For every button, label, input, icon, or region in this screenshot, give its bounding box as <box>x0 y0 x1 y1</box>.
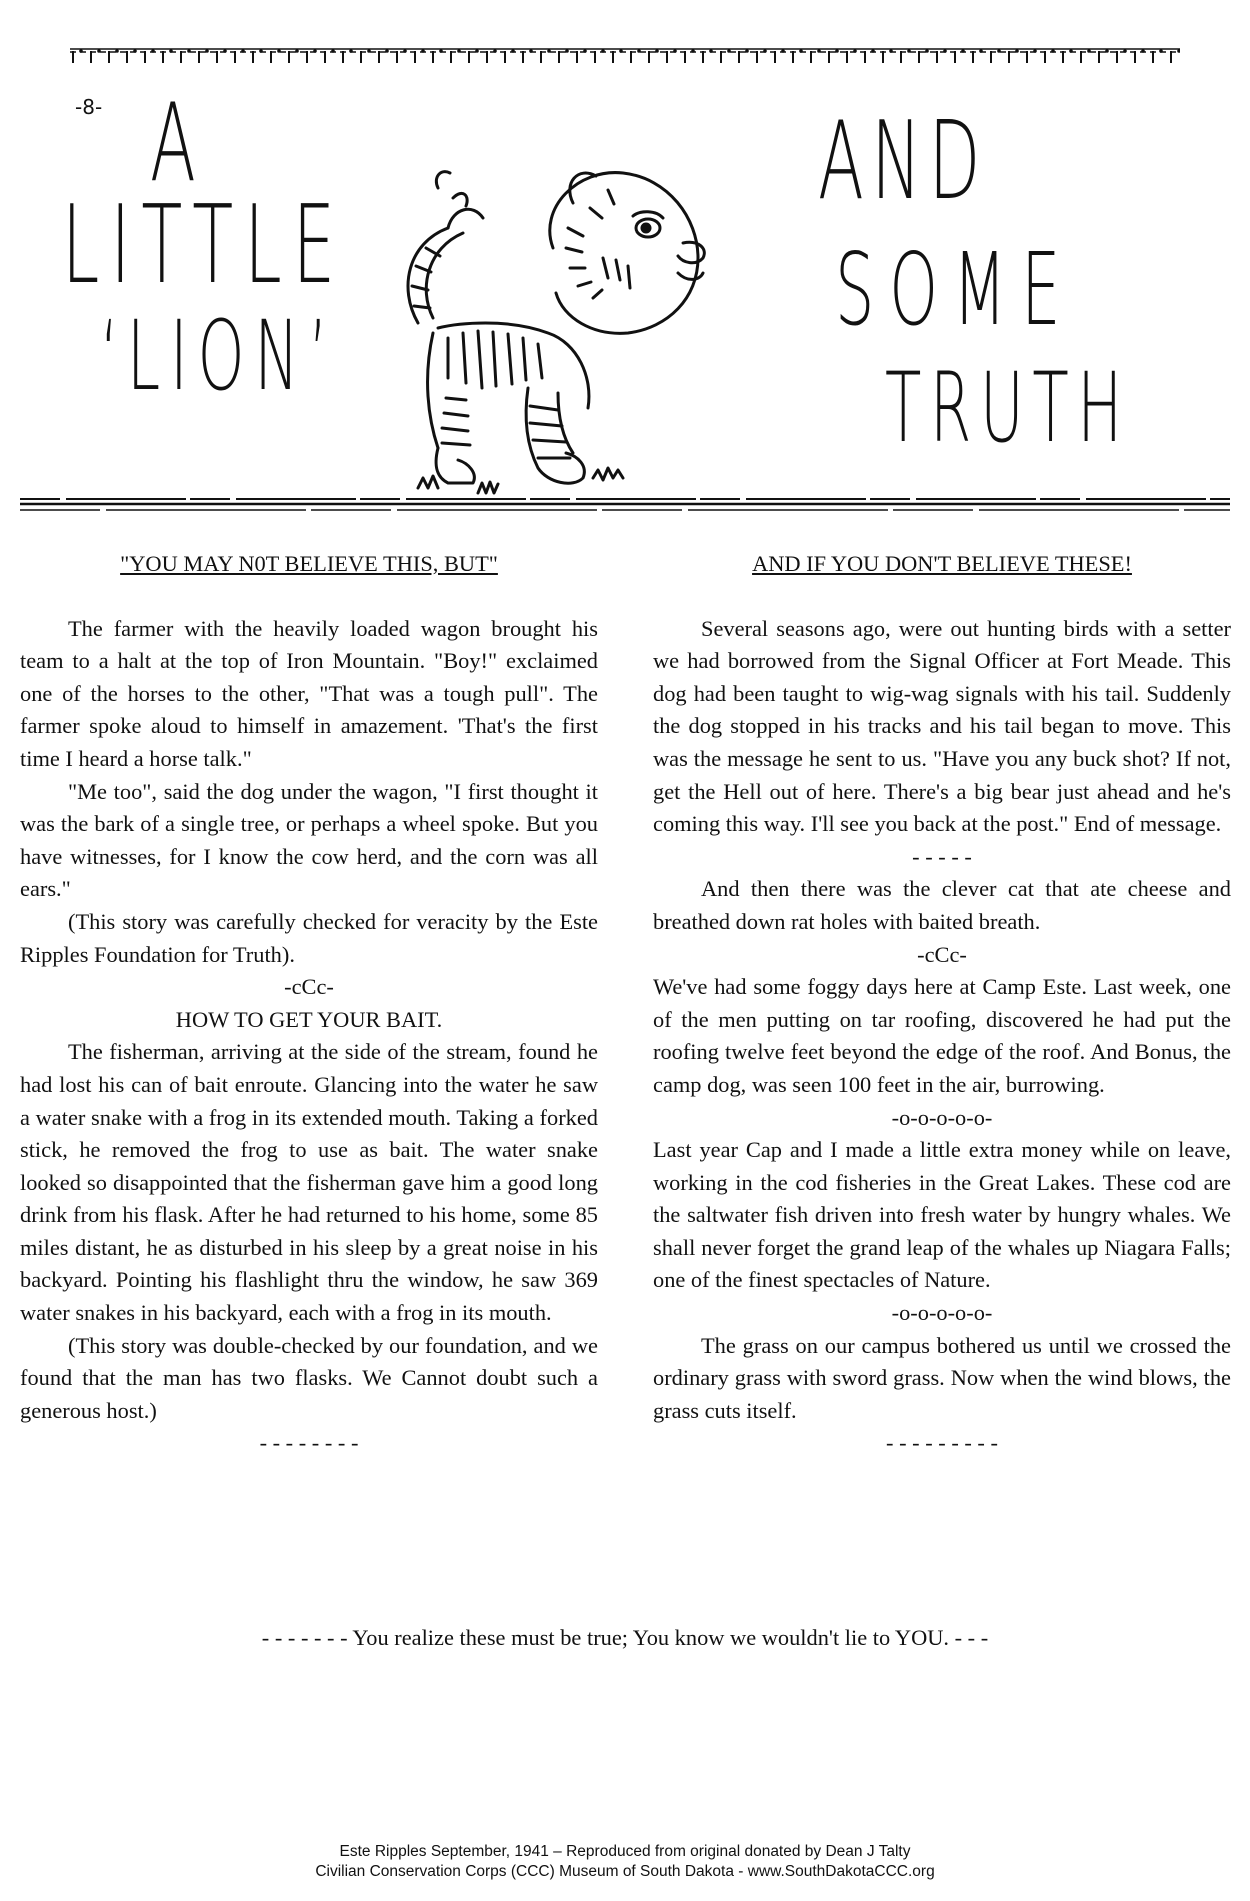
footer-museum: Civilian Conservation Corps (CCC) Museum of South Dakota - www.SouthDakotaCCC.org <box>315 1863 935 1880</box>
double-checked-note: (This story was double-checked by our foundation, and we found that the man has two flasks. We Cannot doubt such a generous host.) <box>20 1332 598 1423</box>
title-word-lion: ‘LION’ <box>100 300 338 412</box>
subheading-bait: HOW TO GET YOUR BAIT. <box>175 1006 443 1032</box>
separator: - - - - - - - - <box>259 1430 359 1456</box>
separator: - - - - - <box>912 843 972 869</box>
lion-cub-illustration <box>378 148 748 498</box>
title-word-little: LITTLE <box>62 183 347 308</box>
footer-credit: Este Ripples September, 1941 – Reproduced from original donated by Dean J Talty <box>339 1843 911 1860</box>
story-talking-horse: The farmer with the heavily loaded wagon brought his team to a halt at the top of Iron Mountain. "Boy!" exclaimed one of the horses to the other, "That was a tough pull". The farmer spoke aloud to himself in amazement. 'That's the first time I heard a horse talk." <box>20 615 598 771</box>
story-signal-dog: Several seasons ago, were out hunting birds with a setter we had borrowed from the Signal Officer at Fort Meade. This dog had been taught to wig-wag signals with his tail. Suddenly the dog stopped in his tracks and his tail began to move. This was the message he sent to us. "Have you any buck shot? If not, get the Hell out of here. There's a big bear just ahead and he's coming this way. I'll see you back at the post." End of message. <box>653 615 1231 837</box>
title-word-a: A <box>150 81 200 206</box>
separator: -cCc- <box>917 941 967 967</box>
header-rule <box>20 496 1230 522</box>
left-column-heading: "YOU MAY N0T BELIEVE THIS, BUT" <box>120 551 498 576</box>
separator: -o-o-o-o-o- <box>891 1300 993 1326</box>
story-dog-reply: "Me too", said the dog under the wagon, "I first thought it was the bark of a single tree, or perhaps a wheel spoke. But you have witnesses, for I know the cow herd, and the corn was all ears." <box>20 778 598 902</box>
left-column <box>20 548 598 1460</box>
right-column-heading: AND IF YOU DON'T BELIEVE THESE! <box>752 551 1132 576</box>
story-cod-fisheries: Last year Cap and I made a little extra money while on leave, working in the cod fisheries in the Great Lakes. These cod are the saltwater fish driven into fresh water by hungry whales. We shall never forget the grand leap of the whales up Niagara Falls; one of the finest spectacles of Nature. <box>653 1137 1231 1293</box>
separator: -o-o-o-o-o- <box>891 1104 993 1130</box>
footer <box>0 1842 1250 1882</box>
story-fisherman: The fisherman, arriving at the side of the stream, found he had lost his can of bait enroute. Glancing into the water he saw a water snake with a frog in its extended mouth. Taking a forked stick, he removed the frog to use as bait. The water snake looked so disappointed that the fisherman gave him a good long drink from his flask. After he had returned to his home, some 85 miles distant, he as disturbed in his sleep by a great noise in his backyard. Pointing his flashlight thru the window, he saw 369 water snakes in his backyard, each with a frog in its mouth. <box>20 1039 598 1326</box>
closing-line: - - - - - - - You realize these must be true; You know we wouldn't lie to YOU. - - - <box>261 1625 989 1650</box>
story-foggy-days: We've had some foggy days here at Camp Este. Last week, one of the men putting on tar roofing, discovered he had put the roofing twelve feet beyond the edge of the roof. And Bonus, the camp dog, was seen 100 feet in the air, burrowing. <box>653 974 1231 1097</box>
separator: - - - - - - - - - <box>886 1430 998 1456</box>
veracity-note: (This story was carefully checked for veracity by the Este Ripples Foundation for Truth). <box>20 908 598 967</box>
right-column <box>653 548 1231 1460</box>
story-clever-cat: And then there was the clever cat that ate cheese and breathed down rat holes with baited breath. <box>653 876 1231 934</box>
story-sword-grass: The grass on our campus bothered us until we crossed the ordinary grass with sword grass. Now when the wind blows, the grass cuts itself. <box>653 1332 1231 1423</box>
page-number: -8- <box>75 95 103 119</box>
title-word-some: SOME <box>835 231 1076 348</box>
separator: -cCc- <box>284 974 334 1000</box>
title-word-truth: TRUTH <box>885 352 1131 464</box>
decorative-border <box>70 45 1180 67</box>
title-word-and: AND <box>818 99 988 224</box>
